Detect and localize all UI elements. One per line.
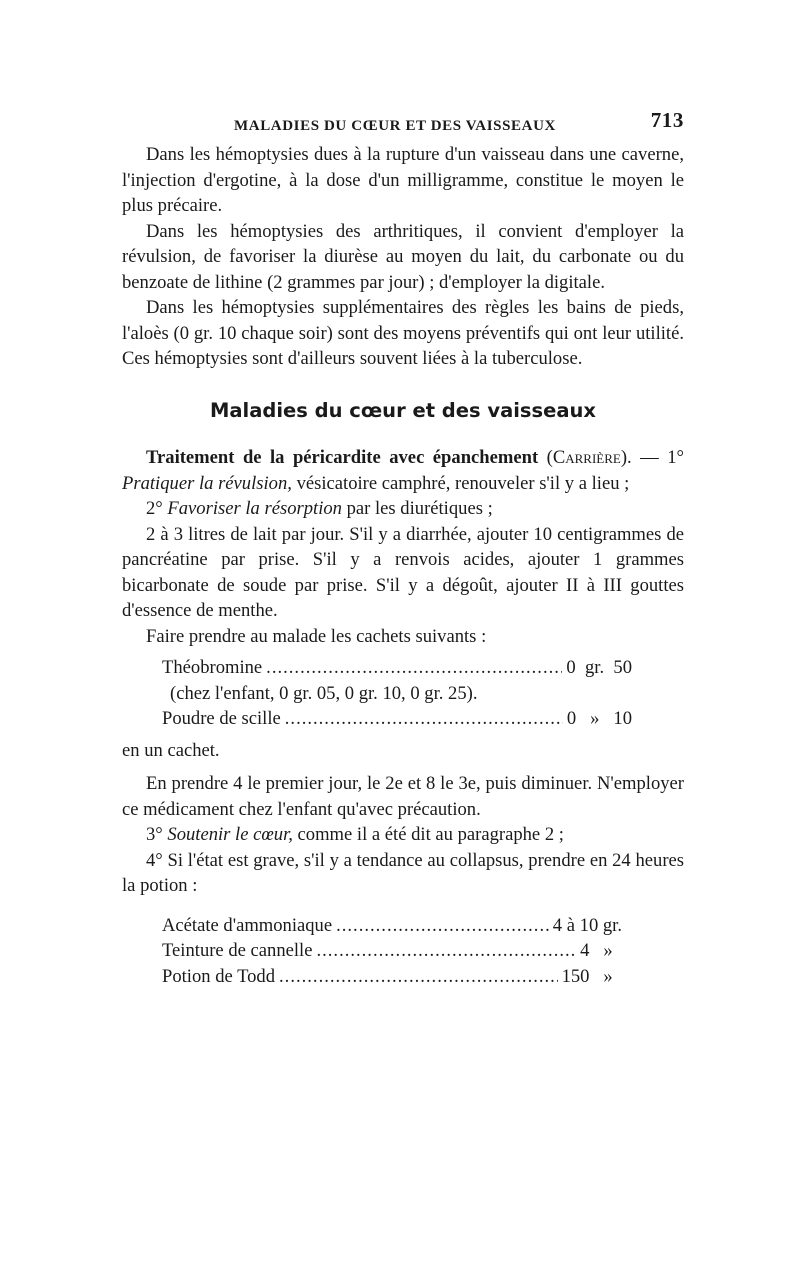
ingredient-name: Poudre de scille: [162, 708, 281, 729]
prescription-row: [162, 964, 622, 990]
prescription-row: [162, 938, 622, 964]
item-text: vésicatoire camphré, renouveler s'il y a lieu ;: [291, 472, 630, 494]
leader-dots: [336, 913, 549, 939]
ingredient-name: Acétate d'ammoniaque: [162, 914, 333, 936]
list-item: [122, 496, 684, 522]
ingredient-quantity: 4 »: [580, 940, 622, 961]
treatment-intro: [122, 445, 684, 496]
running-header: [122, 108, 684, 142]
item-text: comme il a été dit au paragraphe 2 ;: [292, 824, 564, 845]
prescription-row: [162, 655, 632, 681]
item-number: 2°: [146, 498, 163, 519]
ingredient-quantity: 150 »: [561, 965, 622, 987]
prescription-row: [162, 706, 632, 732]
prescription-row: [162, 913, 622, 939]
leader-dots: [316, 938, 576, 964]
dosage-note: (chez l'enfant, 0 gr. 05, 0 gr. 10, 0 gr. 25).: [170, 682, 478, 704]
leader-dots: [266, 655, 562, 681]
leader-dots: [279, 964, 558, 990]
ingredient-quantity: 0 gr. 50: [566, 657, 632, 678]
list-item: [122, 848, 684, 899]
ingredient-name: Potion de Todd: [162, 965, 276, 987]
author-name: (Carrière).: [546, 447, 632, 468]
item-label: Soutenir le cœur,: [167, 824, 293, 845]
page-number: 713: [650, 108, 684, 132]
prescription-cachets: [122, 655, 632, 732]
ingredient-name: Teinture de cannelle: [162, 940, 313, 961]
ingredient-quantity: 4 à 10 gr.: [552, 914, 622, 936]
paragraph: Dans les hémoptysies supplémentaires des règles les bains de pieds, l'aloès (0 gr. 10 chaque soir) sont des moyens préventifs qui ont leur utilité. Ces hémoptysies sont d'ailleurs souvent liées à la tuberculose.: [122, 297, 684, 369]
section-heading: Maladies du cœur et des vaisseaux: [209, 398, 596, 422]
paragraph: Dans les hémoptysies dues à la rupture d'un vaisseau dans une caverne, l'injection d'ergotine, à la dose d'un milligramme, constitue le moyen le plus précaire.: [122, 144, 684, 216]
leader-dots: [285, 706, 563, 732]
paragraph: 2 à 3 litres de lait par jour. S'il y a diarrhée, ajouter 10 centigrammes de pancréatine par prise. S'il y a renvois acides, ajouter 1 grammes bicarbonate de soude par prise. S'il y a dégoût, ajouter II à III gouttes d'essence de menthe.: [122, 523, 684, 621]
book-page: [122, 108, 684, 995]
prescription-potion: [122, 913, 622, 990]
ingredient-quantity: 0 » 10: [566, 708, 632, 729]
item-label: Pratiquer la révulsion,: [122, 472, 292, 494]
running-title: MALADIES DU CŒUR ET DES VAISSEAUX: [234, 118, 556, 134]
em-dash: —: [631, 447, 668, 468]
paragraph: Dans les hémoptysies des arthritiques, il convient d'employer la révulsion, de favoriser la diurèse au moyen du lait, du carbonate ou du benzoate de lithine (2 grammes par jour) ; d'employer la digitale.: [122, 220, 684, 293]
paragraph: En prendre 4 le premier jour, le 2e et 8 le 3e, puis diminuer. N'employer ce médicament chez l'enfant qu'avec précaution.: [122, 773, 684, 820]
paragraph: Faire prendre au malade les cachets suivants :: [146, 625, 487, 647]
item-text: par les diurétiques ;: [341, 498, 493, 519]
list-item: [122, 822, 684, 848]
treatment-title: Traitement de la péricardite avec épanchement: [146, 447, 539, 468]
item-number: 4°: [146, 849, 163, 871]
item-text: Si l'état est grave, s'il y a tendance au collapsus, prendre en 24 heures la potion :: [122, 849, 684, 896]
ingredient-name: Théobromine: [162, 657, 263, 678]
paragraph: en un cachet.: [122, 739, 220, 761]
item-number: 3°: [146, 824, 163, 845]
item-label: Favoriser la résorption: [167, 498, 342, 519]
item-number: 1°: [667, 447, 684, 468]
